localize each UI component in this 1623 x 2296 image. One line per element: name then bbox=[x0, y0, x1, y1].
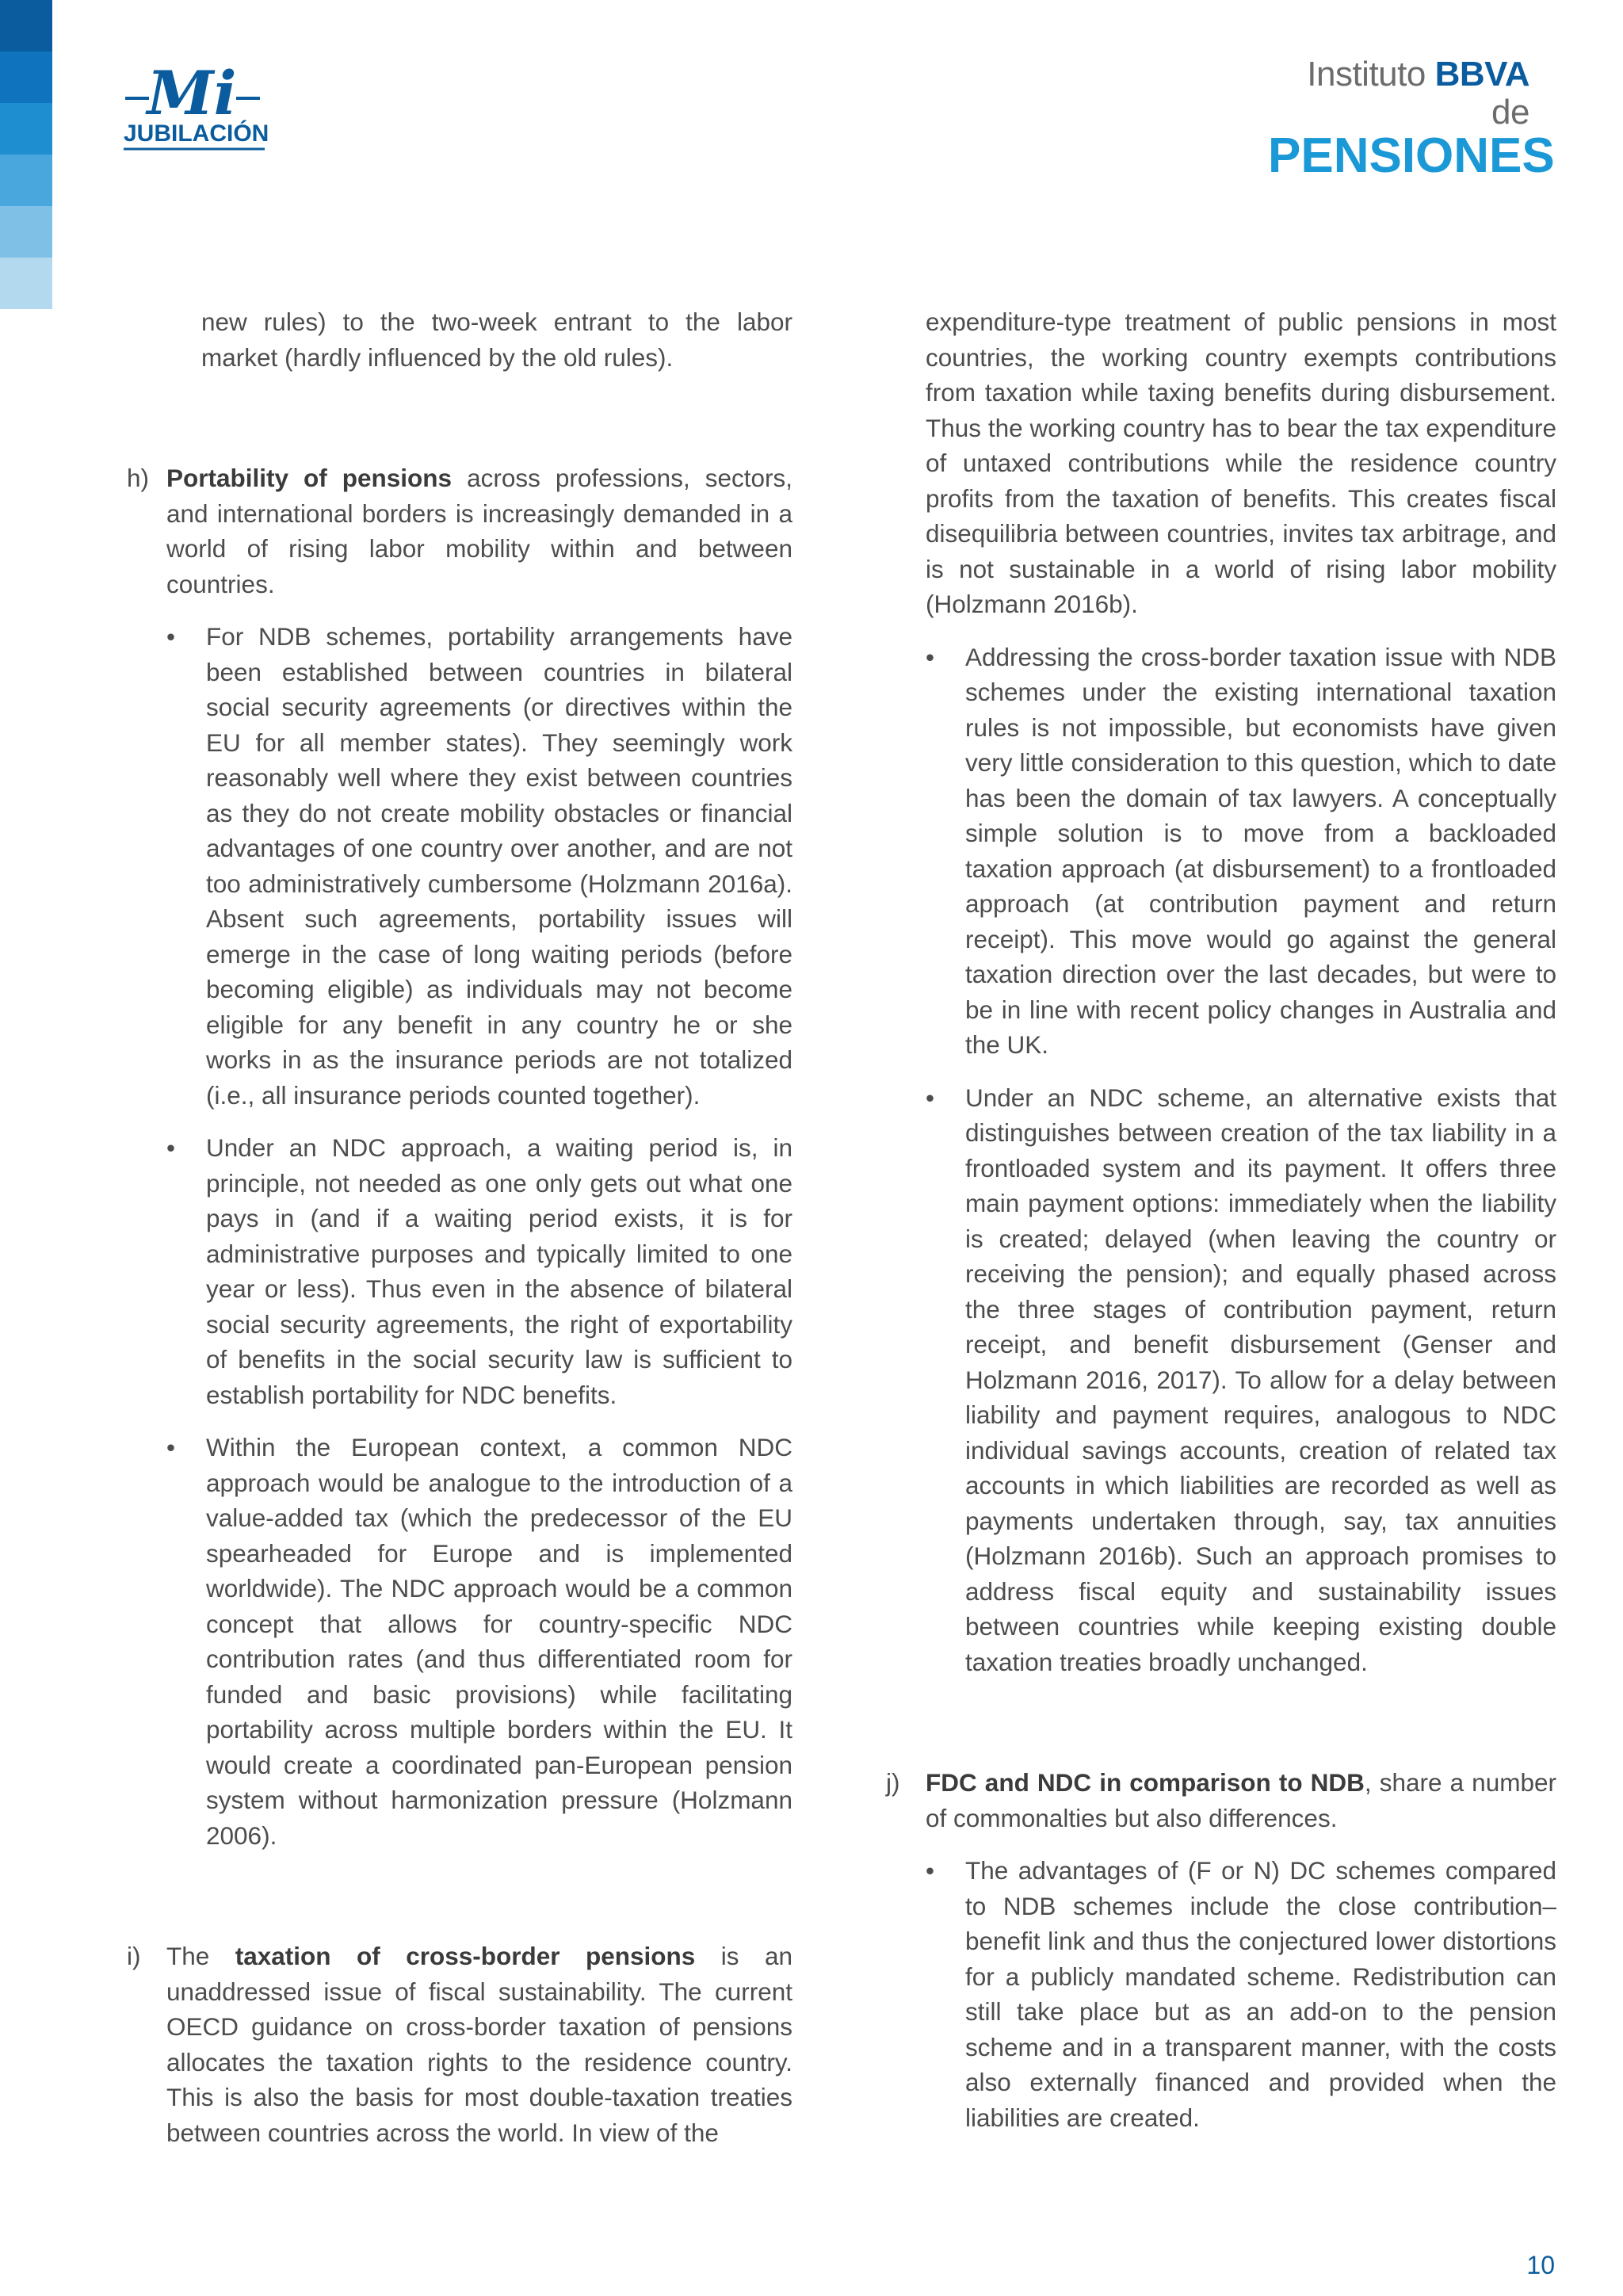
bullet-text: Within the European context, a common NDC approach would be analogue to the introduction of a value-added tax (which the predecessor of the EU spearheaded for Europe and is implemented worldwide). The NDC approach would be a common concept that allows for country-specific NDC contribution rates (and thus differentiated room for funded and basic provisions) while facilitating portability across multiple borders within the EU. It would create a coordinated pan-European pension system without harmonization pressure (Holzmann 2006). bbox=[206, 1433, 792, 1850]
logo-top-line bbox=[1268, 55, 1529, 132]
strip-band-2 bbox=[0, 52, 52, 103]
page-number: 10 bbox=[1526, 2251, 1555, 2279]
list-item bbox=[926, 1080, 1556, 1680]
mi-jubilacion-logo bbox=[119, 52, 277, 155]
item-h-text: across professions, sectors, and international borders is increasingly demanded in a world of rising labor mobility within and between countries. bbox=[166, 464, 792, 598]
logo-script-text: Mi bbox=[147, 58, 237, 128]
item-i bbox=[127, 1939, 792, 2150]
bullet-icon: • bbox=[926, 1856, 935, 1885]
logo-word-text: JUBILACIÓN bbox=[124, 120, 269, 147]
strip-band-1 bbox=[0, 0, 52, 52]
bullet-icon: • bbox=[926, 1083, 935, 1112]
item-i-letter: i) bbox=[127, 1942, 141, 1970]
instituto-bbva-logo bbox=[1268, 55, 1555, 183]
bullet-icon: • bbox=[166, 1433, 176, 1461]
strip-band-5 bbox=[0, 206, 52, 258]
item-j bbox=[886, 1765, 1556, 1836]
right-lead-paragraph: expenditure-type treatment of public pensions in most countries, the working country exempts contributions from taxation while taxing benefits during disbursement. Thus the working country has to bear the tax expenditure of untaxed contributions while the residence country profits from the taxation of benefits. This creates fiscal disequilibria between countries, invites tax arbitrage, and is not sustainable in a world of rising labor mobility (Holzmann 2016b). bbox=[926, 308, 1556, 618]
color-strip bbox=[0, 0, 52, 309]
strip-band-3 bbox=[0, 103, 52, 155]
item-h-bold: Portability of pensions bbox=[166, 464, 453, 492]
logo-suffix: de bbox=[1491, 93, 1529, 132]
bullet-icon: • bbox=[166, 1133, 176, 1162]
item-h-letter: h) bbox=[127, 464, 150, 492]
bullet-icon: • bbox=[166, 622, 176, 651]
list-item bbox=[166, 1430, 792, 1853]
bullet-text: Addressing the cross-border taxation issue with NDB schemes under the existing international taxation rules is not impossible, but economists have given very little consideration to this question, which to date has been the domain of tax lawyers. A conceptually simple solution is to move from a backloaded taxation approach (at disbursement) to a frontloaded approach (at contribution payment and return receipt). This move would go against the general taxation direction over the last decades, but were to be in line with recent policy changes in Australia and the UK. bbox=[965, 642, 1556, 1059]
list-item bbox=[166, 619, 792, 1113]
list-item bbox=[926, 1853, 1556, 2135]
logo-prefix: Instituto bbox=[1307, 55, 1426, 94]
item-i-bold: taxation of cross-border pensions bbox=[235, 1942, 696, 1970]
logo-bottom-line: PENSIONES bbox=[1268, 128, 1555, 183]
logo-brand: BBVA bbox=[1434, 55, 1529, 94]
list-item bbox=[166, 1130, 792, 1412]
bullet-text: Under an NDC scheme, an alternative exists that distinguishes between creation of the tax liability in a frontloaded system and its payment. It offers three main payment options: immediately when the liability is created; delayed (when leaving the country or receiving the pension); and equally phased across the three stages of contribution payment, return receipt, and benefit disbursement (Genser and Holzmann 2016, 2017). To allow for a delay between liability and payment requires, analogous to NDC individual savings accounts, creation of related tax accounts in which liabilities are recorded as well as payments undertaken through, say, tax annuities (Holzmann 2016b). Such an approach promises to address fiscal equity and sustainability issues between countries while keeping existing double taxation treaties broadly unchanged. bbox=[965, 1083, 1556, 1676]
item-j-paragraph bbox=[926, 1765, 1556, 1836]
bullet-text: The advantages of (F or N) DC schemes compared to NDB schemes include the close contribution–benefit link and thus the conjectured lower distortions for a publicly mandated scheme. Redistribution can still take place but as an add-on to the pension scheme and in a transparent manner, with the costs also externally financed and provided when the liabilities are created. bbox=[965, 1856, 1556, 2132]
strip-band-4 bbox=[0, 155, 52, 206]
bullet-icon: • bbox=[926, 642, 935, 671]
bullet-text: Under an NDC approach, a waiting period is, in principle, not needed as one only gets out what one pays in (and if a waiting period exists, it is for administrative purposes and typically limited to one year or less). Thus even in the absence of bilateral social security agreements, the right of exportability of benefits in the social security law is sufficient to establish portability for NDC benefits. bbox=[206, 1133, 792, 1409]
left-column bbox=[127, 304, 792, 2150]
item-h-paragraph bbox=[166, 460, 792, 602]
item-j-text: , share a number of commonalties but also differences. bbox=[926, 1768, 1556, 1832]
item-i-pre: The bbox=[166, 1942, 235, 1970]
bullet-text: For NDB schemes, portability arrangements have been established between countries in bilateral social security agreements (or directives within the EU for all member states). They seemingly work reasonably well where they exist between countries as they do not create mobility obstacles or financial advantages of one country over another, and are not too administratively cumbersome (Holzmann 2016a). Absent such agreements, portability issues will emerge in the case of long waiting periods (before becoming eligible) as individuals may not become eligible for any benefit in any country he or she works in as the insurance periods are not totalized (i.e., all insurance periods counted together). bbox=[206, 622, 792, 1110]
item-h bbox=[127, 460, 792, 602]
strip-band-6 bbox=[0, 258, 52, 309]
item-i-text: is an unaddressed issue of fiscal sustainability. The current OECD guidance on cross-border taxation of pensions allocates the taxation rights to the residence country. This is also the basis for most double-taxation treaties between countries across the world. In view of the bbox=[166, 1942, 793, 2147]
item-j-letter: j) bbox=[886, 1768, 900, 1797]
list-item bbox=[926, 640, 1556, 1063]
item-j-bold: FDC and NDC in comparison to NDB bbox=[926, 1768, 1365, 1797]
left-lead-paragraph: new rules) to the two-week entrant to the labor market (hardly influenced by the old rules). bbox=[201, 308, 792, 372]
right-column bbox=[886, 304, 1556, 2135]
item-i-paragraph bbox=[166, 1939, 792, 2150]
